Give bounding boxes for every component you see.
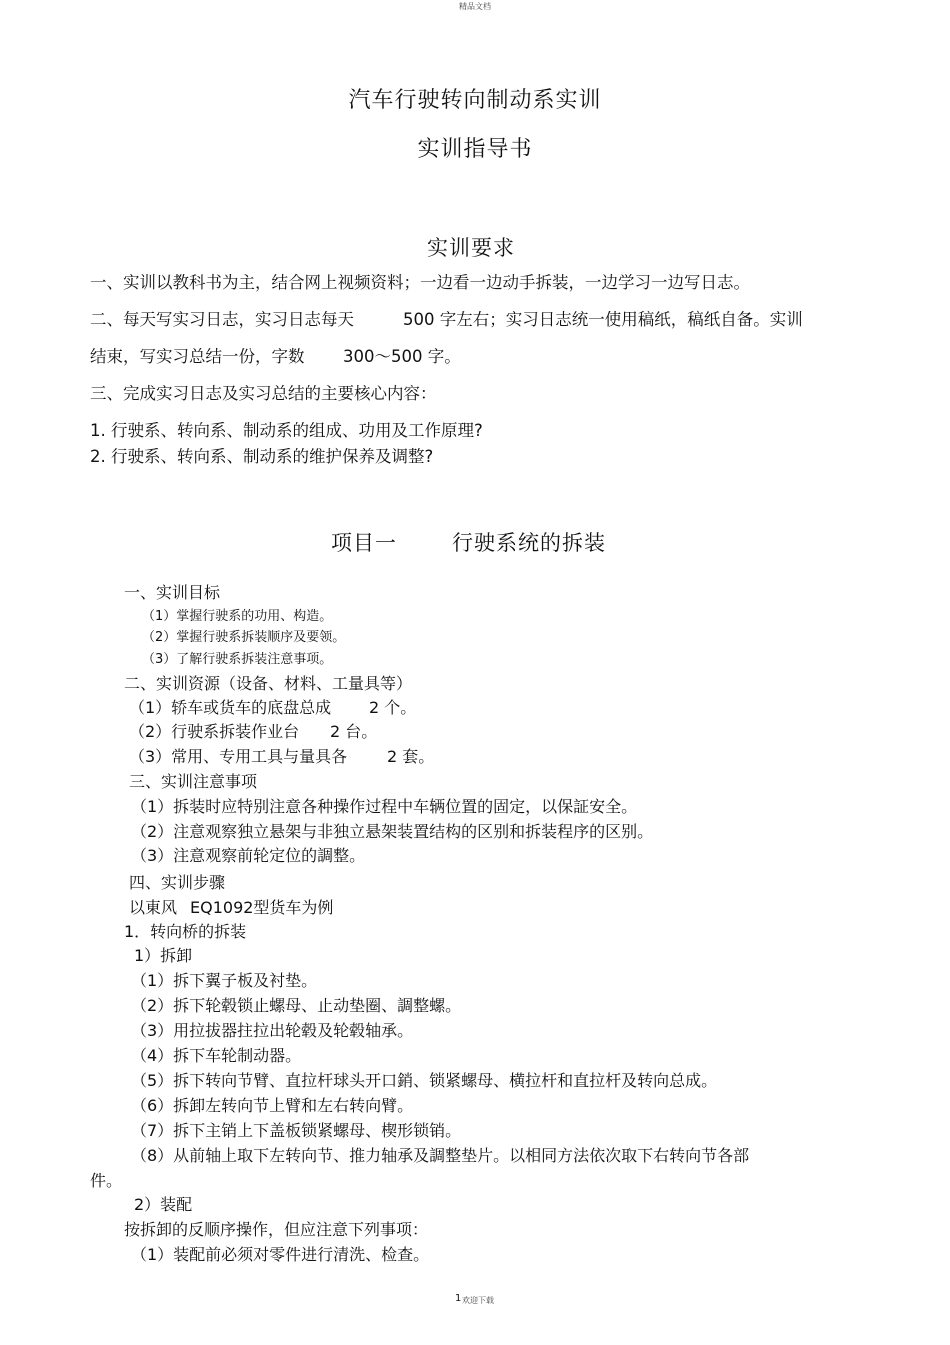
disassembly-item-8-continued: 件。	[90, 1171, 123, 1190]
resource-item-1b: 2 个。	[369, 698, 417, 717]
resource-item-3a: （3）常用、专用工具与量具各	[129, 747, 348, 766]
disassembly-item-6: （6）拆卸左转向节上臂和左右转向臂。	[131, 1096, 414, 1115]
content-question-1: 1. 行驶系、转向系、制动系的组成、功用及工作原理?	[90, 421, 483, 440]
document-subtitle: 实训指导书	[417, 137, 533, 162]
step-disassembly: 1）拆卸	[134, 946, 193, 965]
note-item-1: （1）拆装时应特别注意各种操作过程中车辆位置的固定，以保証安全。	[131, 797, 638, 816]
assembly-item-1: （1）装配前必须对零件进行清洗、检查。	[131, 1245, 430, 1264]
note-item-2: （2）注意观察独立悬架与非独立悬架装置结构的区别和拆装程序的区别。	[131, 822, 654, 841]
requirement-item-2d: 300～500 字。	[343, 347, 461, 366]
resource-item-2b: 2 台。	[330, 722, 378, 741]
resources-heading: 二、实训资源（设备、材料、工量具等）	[124, 674, 413, 693]
disassembly-item-2: （2）拆下轮毂锁止螺母、止动垫圈、調整螺。	[131, 996, 462, 1015]
assembly-intro: 按拆卸的反顺序操作，但应注意下列事项：	[124, 1220, 429, 1239]
project-label: 项目一	[331, 531, 397, 555]
goal-item-3: （3）了解行驶系拆装注意事项。	[142, 652, 333, 667]
resource-item-3b: 2 套。	[387, 747, 435, 766]
disassembly-item-3: （3）用拉拔器拄拉出轮毂及轮毂轴承。	[131, 1021, 414, 1040]
notes-heading: 三、实训注意事项	[129, 772, 258, 791]
steps-heading: 四、实训步骤	[129, 873, 226, 892]
requirement-item-2b: 500 字左右；实习日志统一使用稿纸，稿纸自备。实训	[403, 310, 803, 329]
goal-item-1: （1）掌握行驶系的功用、构造。	[142, 609, 333, 624]
steps-example-a: 以東风	[129, 898, 178, 917]
note-item-3: （3）注意观察前轮定位的調整。	[131, 846, 366, 865]
goals-heading: 一、实训目标	[124, 583, 221, 602]
requirement-item-1: 一、实训以教科书为主，结合网上视频资料；一边看一边动手拆装，一边学习一边写日志。	[90, 273, 750, 292]
requirement-item-2a: 二、每天写实习日志，实习日志每天	[90, 310, 354, 329]
disassembly-item-8: （8）从前轴上取下左转向节、推力轴承及調整垫片。以相同方法依次取下右转向节各部	[131, 1146, 750, 1165]
disassembly-item-4: （4）拆下车轮制动器。	[131, 1046, 302, 1065]
disassembly-item-1: （1）拆下翼子板及衬垫。	[131, 971, 318, 990]
requirement-item-2c: 结束，写实习总结一份，字数	[90, 347, 305, 366]
step-assembly: 2）装配	[134, 1195, 193, 1214]
requirement-item-3: 三、完成实习日志及实习总结的主要核心内容：	[90, 384, 437, 403]
footer-page-number: 1	[455, 1293, 462, 1304]
disassembly-item-5: （5）拆下转向节臂、直拉杆球头开口銷、锁紧螺母、横拉杆和直拉杆及转向总成。	[131, 1071, 718, 1090]
document-title: 汽车行驶转向制动系实训	[348, 88, 602, 113]
footer-text: 欢迎下载	[462, 1296, 494, 1305]
project-name: 行驶系统的拆装	[452, 531, 606, 555]
resource-item-2a: （2）行驶系拆装作业台	[129, 722, 300, 741]
header-watermark: 精品文档	[459, 2, 491, 11]
steps-example-b: EQ1092型货车为例	[190, 898, 334, 917]
section-heading-requirements: 实训要求	[427, 236, 515, 260]
step-steering-axle: 1．转向桥的拆装	[124, 922, 247, 941]
resource-item-1a: （1）轿车或货车的底盘总成	[129, 698, 332, 717]
goal-item-2: （2）掌握行驶系拆装顺序及要领。	[142, 630, 346, 645]
disassembly-item-7: （7）拆下主销上下盖板锁紧螺母、楔形锁销。	[131, 1121, 462, 1140]
content-question-2: 2. 行驶系、转向系、制动系的维护保养及调整?	[90, 447, 434, 466]
